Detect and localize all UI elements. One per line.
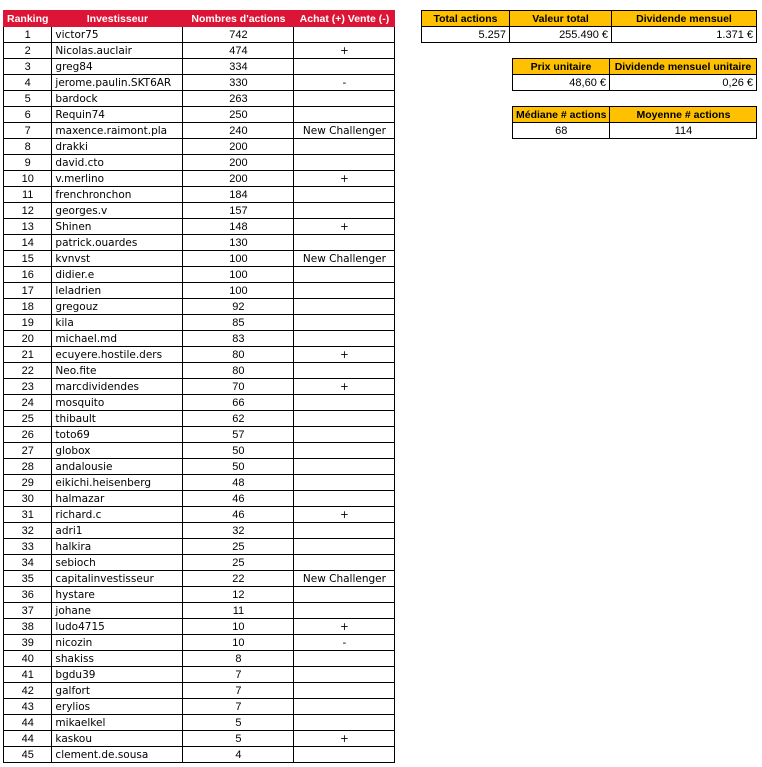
rank-cell: 20 — [4, 331, 52, 347]
shares-cell: 200 — [183, 139, 294, 155]
action-cell — [294, 587, 395, 603]
investor-cell: nicozin — [52, 635, 183, 651]
table-row — [4, 619, 395, 635]
table-row — [4, 491, 395, 507]
rank-cell: 35 — [4, 571, 52, 587]
investor-cell: marcdividendes — [52, 379, 183, 395]
rank-cell: 3 — [4, 59, 52, 75]
rank-cell: 27 — [4, 443, 52, 459]
shares-cell: 70 — [183, 379, 294, 395]
investor-cell: shakiss — [52, 651, 183, 667]
rank-cell: 14 — [4, 235, 52, 251]
rank-cell: 33 — [4, 539, 52, 555]
shares-cell: 22 — [183, 571, 294, 587]
action-cell — [294, 155, 395, 171]
investor-cell: mosquito — [52, 395, 183, 411]
shares-cell: 62 — [183, 411, 294, 427]
action-cell — [294, 411, 395, 427]
investor-cell: didier.e — [52, 267, 183, 283]
rank-cell: 41 — [4, 667, 52, 683]
table-row — [4, 747, 395, 763]
investor-cell: patrick.ouardes — [52, 235, 183, 251]
col-header-achat-vente: Achat (+) Vente (-) — [294, 11, 395, 27]
action-cell: + — [294, 219, 395, 235]
table-row — [4, 427, 395, 443]
rank-cell: 2 — [4, 43, 52, 59]
shares-cell: 80 — [183, 347, 294, 363]
action-cell: - — [294, 635, 395, 651]
shares-cell: 25 — [183, 539, 294, 555]
rank-cell: 4 — [4, 75, 52, 91]
investor-cell: gregouz — [52, 299, 183, 315]
unit-value-row — [513, 75, 757, 91]
table-row — [4, 683, 395, 699]
table-row — [4, 171, 395, 187]
rank-cell: 39 — [4, 635, 52, 651]
action-cell: + — [294, 171, 395, 187]
rank-cell: 18 — [4, 299, 52, 315]
rank-cell: 42 — [4, 683, 52, 699]
rank-cell: 15 — [4, 251, 52, 267]
stats-header-row — [513, 107, 757, 123]
prix-unitaire-header: Prix unitaire — [513, 59, 610, 75]
table-row — [4, 347, 395, 363]
investor-cell: bardock — [52, 91, 183, 107]
table-row — [4, 587, 395, 603]
shares-cell: 48 — [183, 475, 294, 491]
rank-cell: 25 — [4, 411, 52, 427]
table-row — [4, 75, 395, 91]
table-row — [4, 571, 395, 587]
shares-cell: 85 — [183, 315, 294, 331]
shares-cell: 200 — [183, 171, 294, 187]
rank-cell: 34 — [4, 555, 52, 571]
shares-cell: 7 — [183, 699, 294, 715]
rank-cell: 43 — [4, 699, 52, 715]
table-row — [4, 315, 395, 331]
action-cell — [294, 539, 395, 555]
investor-cell: victor75 — [52, 27, 183, 43]
table-row — [4, 411, 395, 427]
investor-cell: hystare — [52, 587, 183, 603]
table-row — [4, 107, 395, 123]
col-header-ranking: Ranking — [4, 11, 52, 27]
action-cell — [294, 299, 395, 315]
stats-value-row — [513, 123, 757, 139]
table-row — [4, 155, 395, 171]
action-cell — [294, 667, 395, 683]
investor-cell: jerome.paulin.SKT6AR — [52, 75, 183, 91]
table-row — [4, 507, 395, 523]
table-row — [4, 251, 395, 267]
rank-cell: 28 — [4, 459, 52, 475]
investor-cell: v.merlino — [52, 171, 183, 187]
rank-cell: 45 — [4, 747, 52, 763]
prix-unitaire-value: 48,60 € — [513, 75, 610, 91]
shares-cell: 25 — [183, 555, 294, 571]
rank-cell: 44 — [4, 731, 52, 747]
table-row — [4, 651, 395, 667]
investor-cell: drakki — [52, 139, 183, 155]
action-cell: + — [294, 619, 395, 635]
shares-cell: 250 — [183, 107, 294, 123]
investor-cell: andalousie — [52, 459, 183, 475]
table-row — [4, 523, 395, 539]
action-cell — [294, 187, 395, 203]
investor-cell: Requin74 — [52, 107, 183, 123]
investor-cell: halmazar — [52, 491, 183, 507]
summary-table — [421, 10, 757, 43]
action-cell: - — [294, 75, 395, 91]
rank-cell: 17 — [4, 283, 52, 299]
table-row — [4, 283, 395, 299]
action-cell — [294, 523, 395, 539]
shares-cell: 57 — [183, 427, 294, 443]
investor-cell: frenchronchon — [52, 187, 183, 203]
shares-cell: 334 — [183, 59, 294, 75]
shares-cell: 330 — [183, 75, 294, 91]
investor-cell: leladrien — [52, 283, 183, 299]
table-row — [4, 459, 395, 475]
table-row — [4, 299, 395, 315]
table-row — [4, 187, 395, 203]
shares-cell: 474 — [183, 43, 294, 59]
table-row — [4, 715, 395, 731]
rank-cell: 29 — [4, 475, 52, 491]
rank-cell: 44 — [4, 715, 52, 731]
shares-cell: 46 — [183, 507, 294, 523]
table-row — [4, 363, 395, 379]
action-cell — [294, 91, 395, 107]
shares-cell: 83 — [183, 331, 294, 347]
action-cell — [294, 315, 395, 331]
rank-cell: 5 — [4, 91, 52, 107]
valeur-total-value: 255.490 € — [510, 27, 612, 43]
valeur-total-header: Valeur total — [510, 11, 612, 27]
rank-cell: 19 — [4, 315, 52, 331]
action-cell: + — [294, 43, 395, 59]
ranking-body — [4, 27, 395, 763]
shares-cell: 50 — [183, 459, 294, 475]
action-cell — [294, 107, 395, 123]
investor-cell: richard.c — [52, 507, 183, 523]
shares-cell: 50 — [183, 443, 294, 459]
action-cell: + — [294, 507, 395, 523]
investor-cell: kila — [52, 315, 183, 331]
action-cell — [294, 267, 395, 283]
action-cell — [294, 27, 395, 43]
shares-cell: 32 — [183, 523, 294, 539]
dividende-unitaire-value: 0,26 € — [610, 75, 757, 91]
investor-cell: mikaelkel — [52, 715, 183, 731]
action-cell — [294, 203, 395, 219]
action-cell: + — [294, 347, 395, 363]
col-header-nombres-actions: Nombres d'actions — [183, 11, 294, 27]
table-row — [4, 475, 395, 491]
shares-cell: 10 — [183, 635, 294, 651]
investor-cell: Neo.fite — [52, 363, 183, 379]
rank-cell: 21 — [4, 347, 52, 363]
action-cell — [294, 747, 395, 763]
investor-cell: kvnvst — [52, 251, 183, 267]
rank-cell: 37 — [4, 603, 52, 619]
investor-cell: globox — [52, 443, 183, 459]
table-row — [4, 379, 395, 395]
action-cell — [294, 555, 395, 571]
investor-cell: sebioch — [52, 555, 183, 571]
action-cell — [294, 139, 395, 155]
table-row — [4, 91, 395, 107]
shares-cell: 66 — [183, 395, 294, 411]
action-cell — [294, 475, 395, 491]
shares-cell: 7 — [183, 683, 294, 699]
investor-cell: Nicolas.auclair — [52, 43, 183, 59]
action-cell: New Challenger — [294, 571, 395, 587]
total-actions-header: Total actions — [422, 11, 510, 27]
shares-cell: 263 — [183, 91, 294, 107]
investor-cell: halkira — [52, 539, 183, 555]
investor-cell: thibault — [52, 411, 183, 427]
table-row — [4, 123, 395, 139]
action-cell — [294, 459, 395, 475]
action-cell — [294, 235, 395, 251]
total-actions-value: 5.257 — [422, 27, 510, 43]
table-row — [4, 219, 395, 235]
table-row — [4, 667, 395, 683]
investor-cell: Shinen — [52, 219, 183, 235]
shares-cell: 742 — [183, 27, 294, 43]
dividende-unitaire-header: Dividende mensuel unitaire — [610, 59, 757, 75]
rank-cell: 36 — [4, 587, 52, 603]
investor-cell: eikichi.heisenberg — [52, 475, 183, 491]
shares-cell: 157 — [183, 203, 294, 219]
action-cell — [294, 59, 395, 75]
rank-cell: 8 — [4, 139, 52, 155]
rank-cell: 30 — [4, 491, 52, 507]
action-cell — [294, 427, 395, 443]
investor-cell: bgdu39 — [52, 667, 183, 683]
col-header-investisseur: Investisseur — [52, 11, 183, 27]
action-cell — [294, 331, 395, 347]
shares-cell: 130 — [183, 235, 294, 251]
rank-cell: 26 — [4, 427, 52, 443]
shares-cell: 80 — [183, 363, 294, 379]
shares-cell: 100 — [183, 251, 294, 267]
rank-cell: 40 — [4, 651, 52, 667]
rank-cell: 6 — [4, 107, 52, 123]
shares-cell: 184 — [183, 187, 294, 203]
table-row — [4, 395, 395, 411]
investor-cell: ecuyere.hostile.ders — [52, 347, 183, 363]
investor-cell: capitalinvestisseur — [52, 571, 183, 587]
table-row — [4, 331, 395, 347]
action-cell — [294, 651, 395, 667]
investor-cell: johane — [52, 603, 183, 619]
table-row — [4, 267, 395, 283]
table-row — [4, 635, 395, 651]
shares-cell: 148 — [183, 219, 294, 235]
rank-cell: 24 — [4, 395, 52, 411]
table-row — [4, 43, 395, 59]
investor-cell: erylios — [52, 699, 183, 715]
shares-cell: 7 — [183, 667, 294, 683]
shares-cell: 240 — [183, 123, 294, 139]
investor-cell: toto69 — [52, 427, 183, 443]
unit-header-row — [513, 59, 757, 75]
shares-cell: 5 — [183, 715, 294, 731]
moyenne-header: Moyenne # actions — [610, 107, 757, 123]
rank-cell: 12 — [4, 203, 52, 219]
table-row — [4, 203, 395, 219]
action-cell — [294, 283, 395, 299]
action-cell — [294, 603, 395, 619]
action-cell: + — [294, 379, 395, 395]
table-row — [4, 731, 395, 747]
rank-cell: 7 — [4, 123, 52, 139]
investor-cell: ludo4715 — [52, 619, 183, 635]
mediane-value: 68 — [513, 123, 610, 139]
investor-cell: david.cto — [52, 155, 183, 171]
investor-cell: adri1 — [52, 523, 183, 539]
action-cell: + — [294, 731, 395, 747]
rank-cell: 11 — [4, 187, 52, 203]
ranking-header-row — [4, 11, 395, 27]
shares-cell: 200 — [183, 155, 294, 171]
rank-cell: 10 — [4, 171, 52, 187]
shares-cell: 46 — [183, 491, 294, 507]
investor-cell: galfort — [52, 683, 183, 699]
shares-cell: 11 — [183, 603, 294, 619]
rank-cell: 32 — [4, 523, 52, 539]
action-cell — [294, 491, 395, 507]
rank-cell: 13 — [4, 219, 52, 235]
action-cell: New Challenger — [294, 123, 395, 139]
unit-price-table — [512, 58, 757, 91]
rank-cell: 38 — [4, 619, 52, 635]
action-cell — [294, 683, 395, 699]
investor-cell: michael.md — [52, 331, 183, 347]
investor-cell: greg84 — [52, 59, 183, 75]
action-cell — [294, 699, 395, 715]
rank-cell: 22 — [4, 363, 52, 379]
rank-cell: 31 — [4, 507, 52, 523]
shares-cell: 4 — [183, 747, 294, 763]
action-cell — [294, 715, 395, 731]
rank-cell: 9 — [4, 155, 52, 171]
stats-table — [512, 106, 757, 139]
action-cell: New Challenger — [294, 251, 395, 267]
table-row — [4, 539, 395, 555]
summary-value-row — [422, 27, 757, 43]
table-row — [4, 139, 395, 155]
table-row — [4, 59, 395, 75]
rank-cell: 1 — [4, 27, 52, 43]
investor-cell: maxence.raimont.pla — [52, 123, 183, 139]
table-row — [4, 27, 395, 43]
shares-cell: 100 — [183, 267, 294, 283]
table-row — [4, 699, 395, 715]
investor-cell: clement.de.sousa — [52, 747, 183, 763]
shares-cell: 100 — [183, 283, 294, 299]
table-row — [4, 555, 395, 571]
moyenne-value: 114 — [610, 123, 757, 139]
shares-cell: 12 — [183, 587, 294, 603]
rank-cell: 16 — [4, 267, 52, 283]
shares-cell: 5 — [183, 731, 294, 747]
action-cell — [294, 395, 395, 411]
investor-cell: georges.v — [52, 203, 183, 219]
action-cell — [294, 443, 395, 459]
investor-cell: kaskou — [52, 731, 183, 747]
mediane-header: Médiane # actions — [513, 107, 610, 123]
shares-cell: 8 — [183, 651, 294, 667]
shares-cell: 10 — [183, 619, 294, 635]
table-row — [4, 443, 395, 459]
rank-cell: 23 — [4, 379, 52, 395]
dividende-mensuel-header: Dividende mensuel — [612, 11, 757, 27]
dividende-mensuel-value: 1.371 € — [612, 27, 757, 43]
summary-header-row — [422, 11, 757, 27]
ranking-table — [3, 10, 395, 763]
table-row — [4, 603, 395, 619]
shares-cell: 92 — [183, 299, 294, 315]
action-cell — [294, 363, 395, 379]
table-row — [4, 235, 395, 251]
